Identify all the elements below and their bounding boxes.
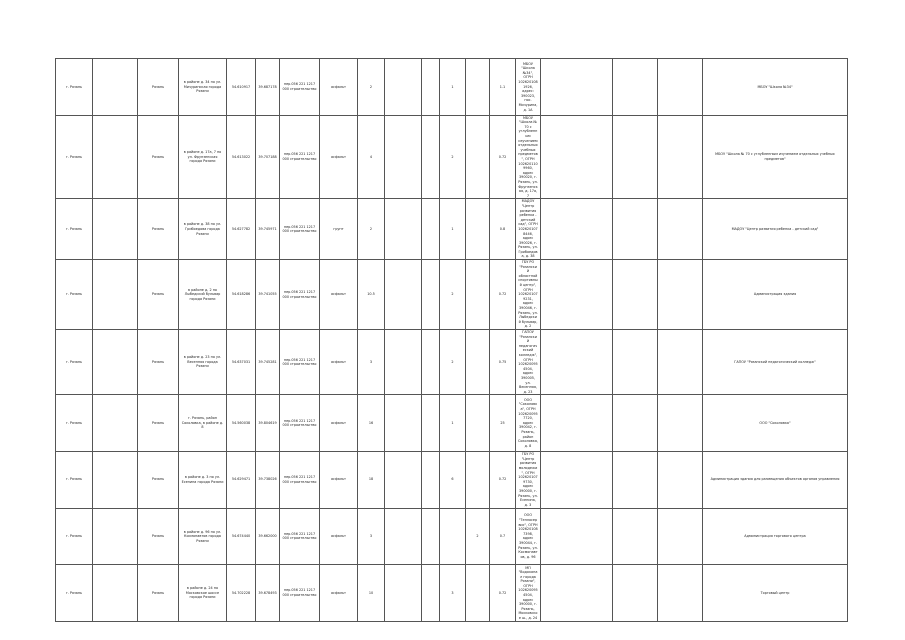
- empty-cell: [613, 508, 658, 565]
- waste-source-cell: Администрация здания: [703, 260, 848, 330]
- waste-source-cell: МБОУ "Школа №34": [703, 59, 848, 116]
- empty-cell: [658, 395, 703, 452]
- area-cell: 3: [358, 329, 385, 394]
- latitude-cell: 54.702228: [227, 565, 256, 622]
- address-cell: в районе д. 38 по ул. Грибоедова города Рязани: [179, 199, 227, 260]
- owner-cell: ООО "Теплосервис", ОГРН 1026201087398, адрес 390044, г. Рязань, ул. Космонавтов, д. 96: [516, 508, 541, 565]
- waste-site-registry-table: [55, 58, 848, 622]
- volume-cell: 0.7: [490, 508, 516, 565]
- empty-cell: [385, 451, 422, 508]
- empty-cell: [385, 565, 422, 622]
- surface-cell: грунт: [320, 199, 358, 260]
- empty-cell: [541, 115, 613, 199]
- municipality-cell: Рязань: [138, 451, 179, 508]
- owner-cell: ГБУ РО "Рязанский областной спортивный центр", ОГРН 1026201079231, адрес 390046, г. Рязань, ул. Лыбедский бульвар, д. 2: [516, 260, 541, 330]
- latitude-cell: 54.560038: [227, 395, 256, 452]
- empty-cell: [613, 329, 658, 394]
- waste-source-cell: Торговый центр: [703, 565, 848, 622]
- surface-cell: асфальт: [320, 115, 358, 199]
- empty-cell: [422, 115, 440, 199]
- container-count-cell: 3: [440, 565, 466, 622]
- settlement-cell: г. Рязань: [56, 508, 93, 565]
- empty-cell: [541, 395, 613, 452]
- waste-source-cell: Администрация здания для размещения объектов органов управления: [703, 451, 848, 508]
- empty-cell: [466, 395, 490, 452]
- table-row: [56, 59, 848, 116]
- empty-cell: [385, 59, 422, 116]
- empty-cell: [613, 565, 658, 622]
- owner-cell: ООО "Соколовка", ОГРН 1026200957720, адрес 390042, г. Рязань, район Соколовка, д. 8: [516, 395, 541, 452]
- latitude-cell: 54.637031: [227, 329, 256, 394]
- area-cell: 10: [358, 565, 385, 622]
- latitude-cell: 54.610917: [227, 59, 256, 116]
- latitude-cell: 54.613022: [227, 115, 256, 199]
- empty-cell: [385, 395, 422, 452]
- empty-cell: [422, 451, 440, 508]
- empty-cell: [466, 260, 490, 330]
- municipality-cell: Рязань: [138, 115, 179, 199]
- empty-cell: [93, 508, 138, 565]
- settlement-cell: г. Рязань: [56, 395, 93, 452]
- longitude-cell: 39.678493: [256, 565, 280, 622]
- surface-cell: асфальт: [320, 260, 358, 330]
- table-row: [56, 565, 848, 622]
- table-row: [56, 199, 848, 260]
- municipality-cell: Рязань: [138, 59, 179, 116]
- empty-cell: [658, 329, 703, 394]
- empty-cell: [422, 59, 440, 116]
- address-cell: в районе д. 24 по Московское шоссе города Рязани: [179, 565, 227, 622]
- empty-cell: 2: [466, 508, 490, 565]
- empty-cell: [93, 329, 138, 394]
- table-row: [56, 508, 848, 565]
- waste-source-cell: ООО "Соколовка": [703, 395, 848, 452]
- settlement-cell: г. Рязань: [56, 451, 93, 508]
- settlement-cell: г. Рязань: [56, 59, 93, 116]
- owner-cell: МБОУ "Школа № 70 с углубленным изучением отдельных учебных предметов", ОГРН 1026201109960, адрес 390020, г. Рязань, ул. Фрунзенская, д. 17а, 7: [516, 115, 541, 199]
- empty-cell: [385, 329, 422, 394]
- longitude-cell: 39.662000: [256, 508, 280, 565]
- empty-cell: [658, 199, 703, 260]
- document-cell: пер.056 221 1217 000 строительство: [280, 451, 320, 508]
- empty-cell: [385, 199, 422, 260]
- waste-source-cell: МАДОУ "Центр развития ребенка - детский сад": [703, 199, 848, 260]
- latitude-cell: 54.627782: [227, 199, 256, 260]
- owner-cell: ГАПОУ "Рязанский педагогический колледж", ОГРН 1026200954504, адрес 390005, ул. Весенняя, д. 23: [516, 329, 541, 394]
- volume-cell: 0.8: [490, 199, 516, 260]
- empty-cell: [613, 59, 658, 116]
- volume-cell: 25: [490, 395, 516, 452]
- document-cell: пер.056 221 1217 000 строительство: [280, 508, 320, 565]
- address-cell: в районе д. 3 по ул. Есенина города Рязани: [179, 451, 227, 508]
- area-cell: 2: [358, 199, 385, 260]
- address-cell: в районе д. 23 по ул. Весенняя города Рязани: [179, 329, 227, 394]
- document-cell: пер.056 221 1217 000 строительство: [280, 115, 320, 199]
- address-cell: в районе д. 96 по ул. Космонавтов города Рязани: [179, 508, 227, 565]
- area-cell: 3: [358, 508, 385, 565]
- empty-cell: [658, 260, 703, 330]
- empty-cell: [422, 199, 440, 260]
- volume-cell: 0.72: [490, 260, 516, 330]
- empty-cell: [541, 199, 613, 260]
- container-count-cell: 2: [440, 260, 466, 330]
- empty-cell: [658, 115, 703, 199]
- empty-cell: [422, 395, 440, 452]
- empty-cell: [613, 395, 658, 452]
- empty-cell: [422, 260, 440, 330]
- table-row: [56, 451, 848, 508]
- empty-cell: [541, 508, 613, 565]
- table-body: [56, 59, 848, 622]
- empty-cell: [93, 115, 138, 199]
- container-count-cell: 1: [440, 199, 466, 260]
- longitude-cell: 39.804619: [256, 395, 280, 452]
- container-count-cell: 1: [440, 59, 466, 116]
- waste-source-cell: ГАПОУ "Рязанский педагогический колледж": [703, 329, 848, 394]
- empty-cell: [385, 260, 422, 330]
- document-cell: пер.056 221 1217 000 строительство: [280, 565, 320, 622]
- surface-cell: асфальт: [320, 451, 358, 508]
- surface-cell: асфальт: [320, 508, 358, 565]
- empty-cell: [613, 260, 658, 330]
- settlement-cell: г. Рязань: [56, 260, 93, 330]
- volume-cell: 0.72: [490, 115, 516, 199]
- empty-cell: [93, 260, 138, 330]
- table-row: [56, 260, 848, 330]
- empty-cell: [541, 329, 613, 394]
- empty-cell: [541, 260, 613, 330]
- empty-cell: [385, 115, 422, 199]
- empty-cell: [422, 565, 440, 622]
- document-cell: пер.056 221 1217 000 строительство: [280, 260, 320, 330]
- empty-cell: [613, 199, 658, 260]
- empty-cell: [541, 451, 613, 508]
- municipality-cell: Рязань: [138, 199, 179, 260]
- surface-cell: асфальт: [320, 59, 358, 116]
- table-row: [56, 395, 848, 452]
- empty-cell: [93, 395, 138, 452]
- empty-cell: [613, 451, 658, 508]
- latitude-cell: 54.618286: [227, 260, 256, 330]
- longitude-cell: 39.745281: [256, 329, 280, 394]
- container-count-cell: 2: [440, 329, 466, 394]
- empty-cell: [93, 565, 138, 622]
- document-cell: пер.056 221 1217 000 строительство: [280, 59, 320, 116]
- municipality-cell: Рязань: [138, 508, 179, 565]
- area-cell: 10.5: [358, 260, 385, 330]
- surface-cell: асфальт: [320, 329, 358, 394]
- empty-cell: [93, 59, 138, 116]
- settlement-cell: г. Рязань: [56, 115, 93, 199]
- empty-cell: [541, 59, 613, 116]
- document-cell: пер.056 221 1217 000 строительство: [280, 199, 320, 260]
- empty-cell: [613, 115, 658, 199]
- owner-cell: ГБУ РО "Центр развития молодежи", ОГРН 1026201079730, адрес 390000, г. Рязань, ул. Есенина, д. 3: [516, 451, 541, 508]
- volume-cell: 0.75: [490, 329, 516, 394]
- empty-cell: [658, 508, 703, 565]
- volume-cell: 1.1: [490, 59, 516, 116]
- area-cell: 4: [358, 115, 385, 199]
- municipality-cell: Рязань: [138, 329, 179, 394]
- empty-cell: [466, 451, 490, 508]
- empty-cell: [385, 508, 422, 565]
- longitude-cell: 39.738026: [256, 451, 280, 508]
- longitude-cell: 39.745971: [256, 199, 280, 260]
- empty-cell: [93, 199, 138, 260]
- address-cell: в районе д. 2 по Лыбедский бульвар города Рязани: [179, 260, 227, 330]
- container-count-cell: 6: [440, 451, 466, 508]
- empty-cell: [466, 565, 490, 622]
- area-cell: 18: [358, 451, 385, 508]
- empty-cell: [466, 329, 490, 394]
- empty-cell: [93, 451, 138, 508]
- owner-cell: МАДОУ "Центр развития ребенка - детский сад", ОГРН 1026201078446, адрес 390026, г. Рязань, ул. Грибоедова, д. 38: [516, 199, 541, 260]
- empty-cell: [658, 59, 703, 116]
- settlement-cell: г. Рязань: [56, 199, 93, 260]
- address-cell: в районе д. 17а, 7 по ул. Фрунзенская города Рязани: [179, 115, 227, 199]
- longitude-cell: 39.741055: [256, 260, 280, 330]
- container-count-cell: 1: [440, 395, 466, 452]
- table-row: [56, 329, 848, 394]
- volume-cell: 0.72: [490, 451, 516, 508]
- area-cell: 16: [358, 395, 385, 452]
- latitude-cell: 54.629471: [227, 451, 256, 508]
- settlement-cell: г. Рязань: [56, 565, 93, 622]
- empty-cell: [466, 59, 490, 116]
- municipality-cell: Рязань: [138, 395, 179, 452]
- latitude-cell: 54.674440: [227, 508, 256, 565]
- empty-cell: [422, 508, 440, 565]
- surface-cell: асфальт: [320, 565, 358, 622]
- municipality-cell: Рязань: [138, 260, 179, 330]
- volume-cell: 0.72: [490, 565, 516, 622]
- empty-cell: [466, 199, 490, 260]
- empty-cell: [541, 565, 613, 622]
- longitude-cell: 39.687178: [256, 59, 280, 116]
- document-cell: пер.056 221 1217 000 строительство: [280, 395, 320, 452]
- municipality-cell: Рязань: [138, 565, 179, 622]
- owner-cell: МП "Водоканал города Рязани", ОГРН 1026200954504, адрес 390000, г. Рязань, Московское ш., д. 24: [516, 565, 541, 622]
- empty-cell: [422, 329, 440, 394]
- document-cell: пер.056 221 1217 000 строительство: [280, 329, 320, 394]
- owner-cell: МБОУ "Школа №34", ОГРН 1026201081926, адрес: 390023, пос. Мичурина, д. 1А: [516, 59, 541, 116]
- address-cell: г. Рязань, район Соколовка, в районе д. 8: [179, 395, 227, 452]
- area-cell: 2: [358, 59, 385, 116]
- address-cell: в районе д. 34 по ул. Мичуринская города Рязани: [179, 59, 227, 116]
- waste-source-cell: Администрация торгового центра: [703, 508, 848, 565]
- empty-cell: [466, 115, 490, 199]
- empty-cell: [658, 451, 703, 508]
- waste-source-cell: МБОУ "Школа № 70 с углубленным изучением отдельных учебных предметов": [703, 115, 848, 199]
- container-count-cell: [440, 508, 466, 565]
- table-row: [56, 115, 848, 199]
- longitude-cell: 39.707188: [256, 115, 280, 199]
- container-count-cell: 2: [440, 115, 466, 199]
- settlement-cell: г. Рязань: [56, 329, 93, 394]
- empty-cell: [658, 565, 703, 622]
- surface-cell: асфальт: [320, 395, 358, 452]
